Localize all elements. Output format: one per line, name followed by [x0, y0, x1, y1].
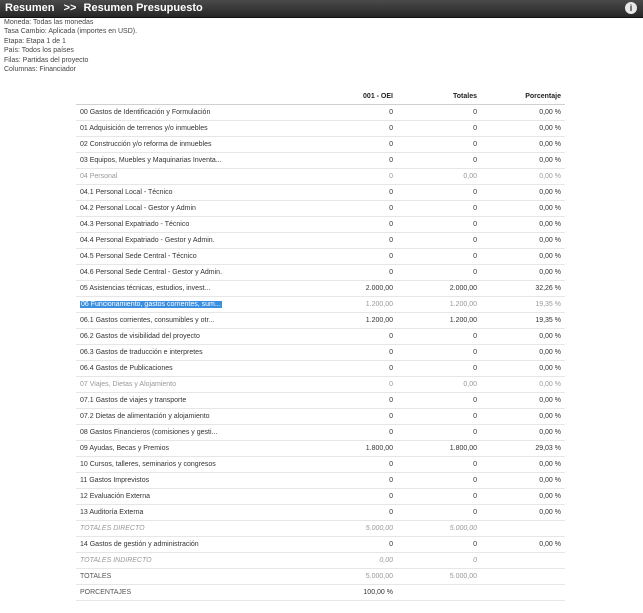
- table-row[interactable]: [76, 281, 565, 297]
- financier-value: 0: [322, 265, 397, 281]
- financier-value: 0: [322, 249, 397, 265]
- breadcrumb-separator: >>: [63, 2, 77, 14]
- total-value: 1.800,00: [397, 441, 481, 457]
- percentage-value: 0,00 %: [481, 169, 565, 185]
- percentage-value: 0,00 %: [481, 489, 565, 505]
- table-row[interactable]: [76, 217, 565, 233]
- financier-value: 0,00: [322, 553, 397, 569]
- financier-value: 0: [322, 169, 397, 185]
- total-value: 0: [397, 249, 481, 265]
- table-row[interactable]: [76, 409, 565, 425]
- financier-value: 0: [322, 345, 397, 361]
- percentage-value: [481, 569, 565, 585]
- total-value: 0: [397, 553, 481, 569]
- row-label[interactable]: TOTALES: [76, 569, 322, 585]
- table-row[interactable]: [76, 569, 565, 585]
- total-value: 0,00: [397, 377, 481, 393]
- row-label[interactable]: 04 Personal: [76, 169, 322, 185]
- total-value: 0: [397, 137, 481, 153]
- row-label[interactable]: 12 Evaluación Externa: [76, 489, 322, 505]
- row-label[interactable]: 07 Viajes, Dietas y Alojamiento: [76, 377, 322, 393]
- row-label[interactable]: 06.2 Gastos de visibilidad del proyecto: [76, 329, 322, 345]
- page-title: Resumen Presupuesto: [83, 2, 203, 14]
- row-label[interactable]: 04.5 Personal Sede Central - Técnico: [76, 249, 322, 265]
- percentage-value: 0,00 %: [481, 345, 565, 361]
- row-label[interactable]: 13 Auditoría Externa: [76, 505, 322, 521]
- financier-value: 1.200,00: [322, 313, 397, 329]
- percentage-value: 32,26 %: [481, 281, 565, 297]
- table-row[interactable]: [76, 137, 565, 153]
- row-label[interactable]: TOTALES INDIRECTO: [76, 553, 322, 569]
- row-label[interactable]: 10 Cursos, talleres, seminarios y congresos: [76, 457, 322, 473]
- financier-value: 0: [322, 361, 397, 377]
- total-value: 5.000,00: [397, 569, 481, 585]
- table-row[interactable]: [76, 505, 565, 521]
- row-label[interactable]: 04.6 Personal Sede Central - Gestor y Admin.: [76, 265, 322, 281]
- column-header-partida: [76, 88, 322, 105]
- table-row[interactable]: [76, 121, 565, 137]
- financier-value: 0: [322, 537, 397, 553]
- param-rows: Filas: Partidas del proyecto: [4, 56, 89, 64]
- column-header-percentage[interactable]: Porcentaje: [481, 88, 565, 105]
- percentage-value: 0,00 %: [481, 329, 565, 345]
- total-value: 0: [397, 217, 481, 233]
- total-value: 0: [397, 473, 481, 489]
- total-value: 1.200,00: [397, 297, 481, 313]
- financier-value: 5.000,00: [322, 521, 397, 537]
- total-value: [397, 585, 481, 601]
- financier-value: 0: [322, 393, 397, 409]
- param-country: País: Todos los países: [4, 47, 74, 55]
- budget-summary-table: [76, 88, 565, 601]
- percentage-value: 0,00 %: [481, 457, 565, 473]
- financier-value: 0: [322, 329, 397, 345]
- percentage-value: 0,00 %: [481, 201, 565, 217]
- financier-value: 0: [322, 409, 397, 425]
- financier-value: 100,00 %: [322, 585, 397, 601]
- total-value: 0: [397, 185, 481, 201]
- total-value: 0: [397, 329, 481, 345]
- financier-value: 0: [322, 457, 397, 473]
- total-value: 0: [397, 489, 481, 505]
- row-label[interactable]: 02 Construcción y/o reforma de inmuebles: [76, 137, 322, 153]
- percentage-value: [481, 553, 565, 569]
- row-label[interactable]: 14 Gastos de gestión y administración: [76, 537, 322, 553]
- total-value: 0: [397, 265, 481, 281]
- table-row[interactable]: [76, 313, 565, 329]
- table-row[interactable]: [76, 345, 565, 361]
- title-bar: [0, 0, 643, 18]
- table-row[interactable]: [76, 553, 565, 569]
- financier-value: 0: [322, 137, 397, 153]
- percentage-value: 0,00 %: [481, 537, 565, 553]
- param-currency: Moneda: Todas las monedas: [4, 19, 94, 26]
- percentage-value: 0,00 %: [481, 505, 565, 521]
- row-label[interactable]: 08 Gastos Financieros (comisiones y gesti...: [76, 425, 322, 441]
- percentage-value: 0,00 %: [481, 393, 565, 409]
- total-value: 0,00: [397, 169, 481, 185]
- table-row[interactable]: [76, 169, 565, 185]
- row-label[interactable]: 07.2 Dietas de alimentación y alojamiento: [76, 409, 322, 425]
- percentage-value: 0,00 %: [481, 185, 565, 201]
- row-label[interactable]: 04.2 Personal Local - Gestor y Admin: [76, 201, 322, 217]
- row-label[interactable]: 07.1 Gastos de viajes y transporte: [76, 393, 322, 409]
- row-label[interactable]: 11 Gastos Imprevistos: [76, 473, 322, 489]
- total-value: 0: [397, 345, 481, 361]
- total-value: 2.000,00: [397, 281, 481, 297]
- financier-value: 0: [322, 425, 397, 441]
- table-row[interactable]: [76, 233, 565, 249]
- selected-row-label[interactable]: 06 Funcionamiento, gastos corrientes, sum...: [81, 301, 221, 308]
- param-exchange-rate: Tasa Cambio: Aplicada (importes en USD).: [4, 28, 138, 36]
- param-stage: Etapa: Etapa 1 de 1: [4, 37, 66, 45]
- row-label[interactable]: 01 Adquisición de terrenos y/o inmuebles: [76, 121, 322, 137]
- financier-value: 0: [322, 233, 397, 249]
- percentage-value: 29,03 %: [481, 441, 565, 457]
- percentage-value: 0,00 %: [481, 137, 565, 153]
- total-value: 0: [397, 201, 481, 217]
- row-label[interactable]: 04.3 Personal Expatriado - Técnico: [76, 217, 322, 233]
- row-label[interactable]: 06.1 Gastos corrientes, consumibles y otr...: [76, 313, 322, 329]
- info-icon[interactable]: i: [625, 2, 637, 14]
- row-label[interactable]: 06.3 Gastos de traducción e interpretes: [76, 345, 322, 361]
- financier-value: 0: [322, 505, 397, 521]
- total-value: 0: [397, 425, 481, 441]
- table-row[interactable]: [76, 537, 565, 553]
- total-value: 0: [397, 537, 481, 553]
- row-label[interactable]: 05 Asistencias técnicas, estudios, invest...: [76, 281, 322, 297]
- financier-value: 0: [322, 377, 397, 393]
- percentage-value: 0,00 %: [481, 377, 565, 393]
- table-row[interactable]: [76, 489, 565, 505]
- financier-value: 0: [322, 473, 397, 489]
- financier-value: 0: [322, 153, 397, 169]
- percentage-value: 0,00 %: [481, 409, 565, 425]
- row-label[interactable]: 00 Gastos de Identificación y Formulación: [76, 105, 322, 121]
- table-row[interactable]: [76, 201, 565, 217]
- row-label[interactable]: 03 Equipos, Muebles y Maquinarias Inventa...: [76, 153, 322, 169]
- percentage-value: [481, 521, 565, 537]
- financier-value: 1.200,00: [322, 297, 397, 313]
- total-value: 5.000,00: [397, 521, 481, 537]
- percentage-value: 0,00 %: [481, 249, 565, 265]
- table-row[interactable]: [76, 185, 565, 201]
- financier-value: 0: [322, 185, 397, 201]
- financier-value: 2.000,00: [322, 281, 397, 297]
- table-row[interactable]: [76, 361, 565, 377]
- report-parameters: [0, 14, 643, 74]
- table-row[interactable]: [76, 441, 565, 457]
- percentage-value: 0,00 %: [481, 233, 565, 249]
- table-row[interactable]: [76, 249, 565, 265]
- table-row[interactable]: [76, 585, 565, 601]
- total-value: 0: [397, 233, 481, 249]
- row-label[interactable]: TOTALES DIRECTO: [76, 521, 322, 537]
- row-label[interactable]: 04.1 Personal Local - Técnico: [76, 185, 322, 201]
- table-row[interactable]: [76, 393, 565, 409]
- percentage-value: 0,00 %: [481, 361, 565, 377]
- percentage-value: 0,00 %: [481, 473, 565, 489]
- percentage-value: 0,00 %: [481, 121, 565, 137]
- table-row[interactable]: [76, 377, 565, 393]
- total-value: 0: [397, 393, 481, 409]
- percentage-value: 19,35 %: [481, 313, 565, 329]
- financier-value: 0: [322, 489, 397, 505]
- percentage-value: 0,00 %: [481, 153, 565, 169]
- financier-value: 5.000,00: [322, 569, 397, 585]
- table-row[interactable]: [76, 153, 565, 169]
- percentage-value: 0,00 %: [481, 217, 565, 233]
- column-header-financier[interactable]: 001 - OEI: [322, 88, 397, 105]
- row-label[interactable]: PORCENTAJES: [76, 585, 322, 601]
- financier-value: 0: [322, 121, 397, 137]
- row-label[interactable]: [76, 297, 322, 313]
- total-value: 0: [397, 361, 481, 377]
- table-row[interactable]: [76, 473, 565, 489]
- table-row[interactable]: [76, 425, 565, 441]
- percentage-value: 0,00 %: [481, 265, 565, 281]
- table-row[interactable]: [76, 521, 565, 537]
- table-row[interactable]: [76, 265, 565, 281]
- table-row[interactable]: [76, 329, 565, 345]
- financier-value: 1.800,00: [322, 441, 397, 457]
- total-value: 0: [397, 409, 481, 425]
- total-value: 0: [397, 105, 481, 121]
- row-label[interactable]: 06.4 Gastos de Publicaciones: [76, 361, 322, 377]
- financier-value: 0: [322, 105, 397, 121]
- percentage-value: [481, 585, 565, 601]
- row-label[interactable]: 04.4 Personal Expatriado - Gestor y Admin.: [76, 233, 322, 249]
- total-value: 1.200,00: [397, 313, 481, 329]
- percentage-value: 0,00 %: [481, 105, 565, 121]
- total-value: 0: [397, 121, 481, 137]
- percentage-value: 19,35 %: [481, 297, 565, 313]
- column-header-totals[interactable]: Totales: [397, 88, 481, 105]
- total-value: 0: [397, 505, 481, 521]
- table-row[interactable]: [76, 105, 565, 121]
- table-row[interactable]: [76, 457, 565, 473]
- financier-value: 0: [322, 201, 397, 217]
- total-value: 0: [397, 153, 481, 169]
- total-value: 0: [397, 457, 481, 473]
- param-columns: Columnas: Financiador: [4, 66, 76, 74]
- table-row[interactable]: [76, 297, 565, 313]
- percentage-value: 0,00 %: [481, 425, 565, 441]
- breadcrumb-resumen[interactable]: Resumen: [5, 2, 55, 14]
- table-header-row: [76, 88, 565, 105]
- row-label[interactable]: 09 Ayudas, Becas y Premios: [76, 441, 322, 457]
- financier-value: 0: [322, 217, 397, 233]
